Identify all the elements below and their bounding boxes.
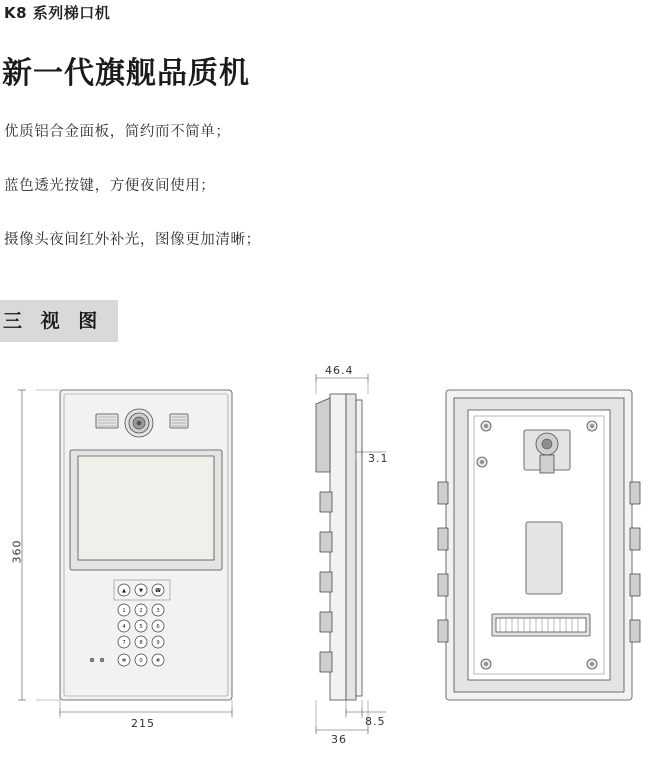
series-title: K8 系列梯口机 — [4, 4, 111, 22]
camera-lens — [125, 409, 153, 437]
feature-line-1: 优质铝合金面板，简约而不简单； — [4, 124, 231, 140]
mic-grille — [170, 414, 188, 428]
svg-text:▼: ▼ — [139, 588, 143, 594]
svg-text:4: 4 — [122, 624, 126, 630]
front-view-svg — [0, 352, 290, 752]
center-plate — [526, 522, 562, 594]
svg-text:0: 0 — [139, 658, 143, 664]
side-top-dimension: 46.4 — [325, 364, 354, 377]
speaker-grille — [96, 414, 118, 428]
svg-text:1: 1 — [122, 608, 126, 614]
side-bottom-dimension: 36 — [331, 733, 347, 746]
svg-text:3: 3 — [156, 608, 160, 614]
svg-text:7: 7 — [122, 640, 126, 646]
side-view-svg — [290, 352, 430, 752]
svg-text:☎: ☎ — [154, 588, 162, 594]
svg-text:#: # — [155, 658, 161, 664]
front-height-dimension: 360 — [10, 539, 24, 564]
svg-text:✻: ✻ — [121, 658, 127, 664]
side-step-dimension: 3.1 — [368, 452, 389, 465]
svg-text:2: 2 — [139, 608, 143, 614]
svg-text:8: 8 — [139, 640, 143, 646]
section-title: 三 视 图 — [3, 310, 104, 332]
front-width-dimension: 215 — [131, 717, 155, 730]
feature-line-2: 蓝色透光按键，方便夜间使用； — [4, 178, 216, 194]
led-indicator-2 — [100, 658, 104, 662]
svg-text:6: 6 — [156, 624, 160, 630]
page-title: 新一代旗舰品质机 — [2, 56, 250, 91]
connector-header — [492, 614, 590, 636]
svg-text:▲: ▲ — [122, 588, 126, 594]
led-indicator-1 — [90, 658, 94, 662]
svg-text:5: 5 — [139, 624, 143, 630]
feature-line-3: 摄像头夜间红外补光，图像更加清晰； — [4, 232, 261, 248]
back-view-svg — [430, 352, 660, 752]
svg-text:9: 9 — [156, 640, 160, 646]
three-view-drawings — [0, 352, 660, 752]
lcd-screen — [70, 450, 222, 570]
side-inner-bottom-dimension: 8.5 — [365, 715, 386, 728]
camera-module-back — [524, 430, 570, 473]
